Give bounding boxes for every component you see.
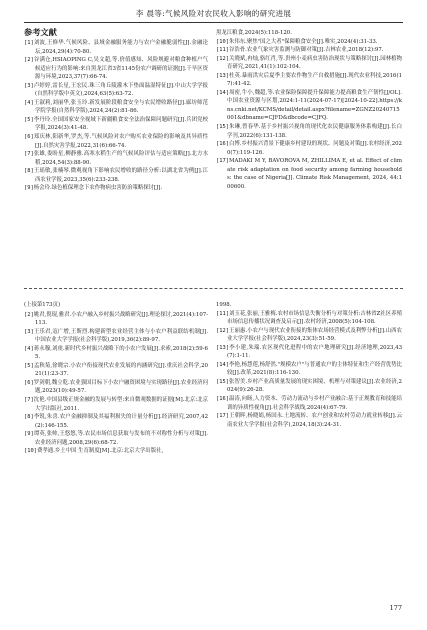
reference-text: 沈艳.中国县级正规金融的发展与转型:来自微观数据的证据[M].北京:北京大学出版社,2011. (33, 397, 208, 412)
reference-text: 李小建,朱瑞.农区现代化进程中的农户地理研究[J].经济地理,2023,43(7):1-11. (227, 344, 402, 360)
running-head: 李 晨等:气候风险对农民收入影响的研究进展 (135, 9, 292, 18)
reference-entry (216, 38, 402, 47)
reference-entry (24, 430, 208, 447)
reference-number: [4] (24, 99, 34, 106)
reference-number: [13] (216, 344, 229, 351)
reference-entry (216, 344, 402, 361)
reference-number: [10] (216, 38, 229, 45)
reference-text: 谭英,张帅,王悠悠,等.农民市场信息获取与发布的不对称性分析与对策[J].农业经济问题,2008,29(6):68-72. (33, 431, 208, 446)
reference-number: [11] (216, 310, 229, 317)
reference-entry (216, 310, 402, 327)
reference-entry (24, 82, 208, 99)
reference-entry (216, 46, 402, 55)
reference-number: [16] (216, 396, 229, 403)
reference-entry (24, 413, 208, 430)
reference-continuation (216, 29, 402, 38)
reference-number: [11] (216, 47, 229, 54)
reference-number: [7] (24, 397, 34, 404)
reference-number: [15] (216, 378, 229, 385)
reference-text: 姚君,倪琨,雅君.小农户融入乡村振兴战略研究[J].理论探讨,2021(4):107-113. (33, 311, 208, 327)
reference-number: [3] (24, 328, 34, 335)
reference-text: 郑庆林,阳新华,罗杰,等.气候风险对农户购买农业保险的影响及其异质性[J].自然灾害学报,2022,31(6):66-74. (33, 134, 208, 149)
reference-number: [6] (24, 379, 34, 386)
reference-text: 李艳,杨慧莲,杨舒然."规模农户"与普通农户的主体特征和生产经营优势比较[J].改革,2021(8):116-130. (227, 361, 402, 377)
reference-number: [2] (24, 57, 34, 64)
reference-text: 温涛,向旸,人力资本、劳动力流动与乡村产业融合:基于正规教育和技能培训的异质性视角[J].社会科学战线,2024(4):67-79. (227, 396, 402, 411)
reference-entry (24, 184, 208, 193)
reference-number: [9] (24, 185, 34, 192)
references-list (24, 39, 208, 193)
references-top-right-column (216, 29, 402, 191)
page-number: 177 (389, 604, 402, 612)
reference-entry (216, 395, 402, 412)
reference-number: [13] (216, 72, 229, 79)
reference-entry (24, 133, 208, 150)
reference-text: 关晓斌,冉灿,骆红肖,等.贵州小麦病虫害防治现状与策略探讨[J].园林植物育研究,2021,41(1):102-104. (227, 55, 402, 71)
reference-text: 张智美.乡村产业高质量发展的现实困境、机理与对策建议[J].农业经济,2024(9):26-28. (227, 378, 402, 394)
reference-text: 刘玉花,张丽,王雅梅.农村市场信息失衡分析与对策分析:吉林省Z社区养殖市场信息传播状况调查及启示[J].农村经济,2008(5):104-108. (227, 310, 402, 326)
reference-text: 谷浩骨.农业气象灾害监测与防御对策[J].吉林农业,2018(12):97. (228, 47, 384, 54)
reference-entry (24, 447, 208, 456)
references-top-left-column (24, 27, 208, 193)
reference-entry (24, 150, 208, 167)
reference-text: 黑龙江粮食,2024(5):118-120. (216, 30, 292, 36)
reference-text: 杜英.暴雨洪灾后夏季主要农作物生产自救措施[J].现代农业科技,2016(17):41-42. (227, 72, 402, 88)
reference-entry (24, 39, 208, 56)
reference-number: [10] (24, 448, 37, 455)
reference-text: 蒋永穆,刘虔.新时代乡村振兴战略下的小农户发展[J].求索,2018(2):59-65. (33, 345, 208, 361)
reference-text: 卢婷婷,雷长星,王宏民.珠三角丘陵灌木下垫面温湿特征[J].中山大学学报(自然科学版中英文),2024,63(5):63-72. (33, 82, 208, 98)
reference-number: [2] (24, 311, 34, 318)
reference-text: 杨会玲.绿色植保理念下农作物病虫害防治策略探讨[J]. (33, 185, 163, 192)
reference-number: [4] (24, 345, 34, 352)
reference-number: [14] (216, 89, 229, 96)
reference-entry (216, 123, 402, 140)
reference-text: 谷满仓,HSIAOPING C,吴文超,等.价值感知、风险规避对粮食种植户气候适应行为的影响:来自黑龙江省3省1145份农户调研的证据[J].干旱区资源与环境,2023,37(7):66-74. (33, 57, 208, 81)
reference-entry (216, 327, 402, 344)
reference-text: 费孝通.乡土中国 生育制度[M].北京:北京大学出版社, (36, 448, 164, 455)
reference-number: [16] (216, 141, 229, 148)
reference-number: [15] (216, 124, 229, 131)
reference-text: 李锐,朱喜.农户金融抑制及其福利损失的计量分析[J].经济研究,2007,42(2):146-155. (33, 414, 208, 429)
reference-text: 朱琳,曾春华.基于乡村振兴视角的现代化农民健康服务体系构建[J].长白学刊,2022(6):131-138. (227, 124, 402, 139)
reference-text: 李丹玲.全国国家安全视域下新疆粮食安全法治保障问题研究[J].兵团党校学报,2024(3):41-48. (33, 116, 208, 132)
reference-text: 刘波,王修华.气候风险、县域金融服务能力与农户金融脆弱性[J].金融论坛,2024,29(4):70-80. (33, 40, 208, 55)
reference-number: [5] (24, 116, 34, 123)
reference-entry (216, 378, 402, 395)
reference-number: [12] (216, 55, 229, 62)
reference-text: 1998. (216, 302, 232, 308)
reference-entry (216, 361, 402, 378)
references-list (216, 29, 402, 191)
reference-entry (24, 116, 208, 133)
reference-number: [9] (24, 431, 34, 438)
reference-number: [12] (216, 327, 229, 334)
continuation-note: (上接第173页) (24, 302, 61, 308)
reference-entry (216, 140, 402, 157)
reference-entry (24, 362, 208, 379)
reference-entry (24, 379, 208, 396)
reference-number: [7] (24, 151, 34, 158)
reference-number: [6] (24, 134, 34, 141)
reference-number: [8] (24, 414, 34, 421)
header-rule (24, 22, 403, 23)
reference-text: 王乐君,寇广增,王斯烈.构建新型农业经营主体与小农户利益联结机制[J].中国农业大学学报(社会科学版),2019,36(2):89-97. (33, 328, 208, 344)
reference-number: [14] (216, 361, 229, 368)
references-bottom-right-column (216, 301, 402, 429)
references-list (216, 301, 402, 429)
references-bottom-left-column (24, 301, 208, 456)
reference-text: MADAKI M Y, BAVOROVA M, ZHILLIMA E, et al. Effect of climate risk adaptation on food security among farming households: the case of Nigeria[J]. Climate Risk Management, 2024, 44:100600. (227, 158, 402, 190)
references-section-title: 参考文献 (24, 27, 57, 37)
reference-number: [1] (24, 40, 34, 46)
reference-entry (216, 55, 402, 72)
reference-text: 白博.乡村振兴背景下健康乡村建设的现状、问题及对策[J].农村经济,2020(7):119-126. (227, 141, 402, 156)
reference-continuation (216, 301, 402, 310)
reference-text: 王淑莉,刘丽华,张玉玲.新发展阶段粮食安全与农民增收路径[J].廊坊师范学院学报(自然科学版),2024,24(2):81-86. (33, 99, 208, 115)
reference-text: 孟秋菊,徐晓宗.小农户衔接现代农业发展的内涵研究[J].重庆社会科学,2021(1):23-37. (33, 362, 208, 378)
reference-text: 张雄,娄盼星,柳静雅.高寒水稻生产的气候风险评估与适应策略[J].北方水稻,2024,54(3):88-90. (33, 151, 208, 166)
reference-entry (24, 167, 208, 184)
reference-text: 王丽惠.小农户与现代农业衔接的集体农场经营模式及利弊分析[J].山西农业大学学报(社会科学版),2024,23(3):51-59. (227, 327, 402, 343)
reference-entry (216, 72, 402, 89)
section-divider (24, 288, 403, 289)
reference-entry (216, 89, 402, 123)
reference-entry (24, 396, 208, 413)
reference-text: 罗剑朝,魏立乾.农业强国目标下小农户融资困境与实现路径[J].农业经济问题,2023(10):49-57. (33, 379, 208, 395)
references-list (24, 311, 208, 456)
reference-number: [5] (24, 362, 34, 369)
reference-entry (24, 56, 208, 82)
reference-entry (216, 412, 402, 429)
reference-text: 朱伟东.聚焦"国之大者"保障粮食安全[J].唯实,2024(4):31-33. (228, 38, 378, 45)
reference-number: [3] (24, 82, 34, 89)
reference-entry (24, 311, 208, 328)
reference-text: 王瑶敏,张楠琴.微观视角下影响农民增收的路径分析:以湖北省为例[J].江西农业学报,2023,35(6):233-238. (33, 168, 208, 183)
reference-number: [8] (24, 168, 34, 175)
reference-number: [17] (216, 413, 229, 420)
reference-text: 周密,牛小,魏超,等.农业保险保障提升保障能力提高粮食生产韧性[J/OL].中国农业资源与区划,2024:1-11(2024-07-17)[2024-10-22].https://kns.cnki.net/KCMS/detail/detail.aspx?filename=ZGNZ20240715001&dbname=CJFD&dbcode=CJFQ. (227, 89, 402, 122)
reference-entry (24, 345, 208, 362)
reference-entry (216, 157, 402, 191)
reference-number: [17] (216, 158, 229, 165)
reference-entry (24, 328, 208, 345)
reference-text: 王朝晖,杨晓娟,杨国永.土地流转、农户创业和农村劳动力就业转移[J].云南农业大学学报(社会科学),2024,18(3):24-31. (227, 413, 402, 428)
reference-entry (24, 99, 208, 116)
